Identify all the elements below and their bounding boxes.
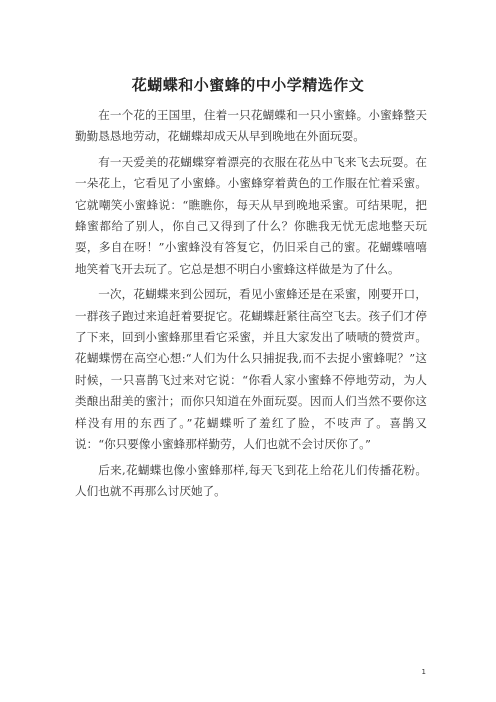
page-number: 1 [421, 668, 426, 676]
paragraph-2: 有一天爱美的花蝴蝶穿着漂亮的衣服在花丛中飞来飞去玩耍。在一朵花上，它看见了小蜜蜂。小蜜蜂穿着黄色的工作服在忙着采蜜。它就嘲笑小蜜蜂说：“瞧瞧你，每天从早到晚地采蜜。可结果呢，把蜂蜜都给了别人，你自己又得到了什么？你瞧我无忧无虑地整天玩耍，多自在呀！”小蜜蜂没有答复它，仍旧采自己的蜜。花蝴蝶嘻嘻地笑着飞开去玩了。它总是想不明白小蜜蜂这样做是为了什么。 [75, 154, 427, 276]
paragraph-1: 在一个花的王国里，住着一只花蝴蝶和一只小蜜蜂。小蜜蜂整天勤勤恳恳地劳动，花蝴蝶却成天从早到晚地在外面玩耍。 [75, 108, 427, 144]
paragraph-4: 后来,花蝴蝶也像小蜜蜂那样,每天飞到花上给花儿们传播花粉。人们也就不再那么讨厌她了。 [75, 462, 427, 498]
document-title: 花蝴蝶和小蜜蜂的中小学精选作文 [131, 76, 365, 94]
document-body [75, 105, 427, 506]
paragraph-3: 一次，花蝴蝶来到公园玩，看见小蜜蜂还是在采蜜，刚要开口，一群孩子跑过来追赶着要捉它。花蝴蝶赶紧往高空飞去。孩子们才停了下来，回到小蜜蜂那里看它采蜜，并且大家发出了啧啧的赞赏声。花蝴蝶愣在高空心想:“人们为什么只捕捉我,而不去捉小蜜蜂呢？”这时候，一只喜鹊飞过来对它说：“你看人家小蜜蜂不停地劳动，为人类酿出甜美的蜜汁；而你只知道在外面玩耍。因而人们当然不要你这样没有用的东西了。”花蝴蝶听了羞红了脸，不吱声了。喜鹊又说：“你只要像小蜜蜂那样勤劳，人们也就不会讨厌你了。” [75, 287, 427, 452]
